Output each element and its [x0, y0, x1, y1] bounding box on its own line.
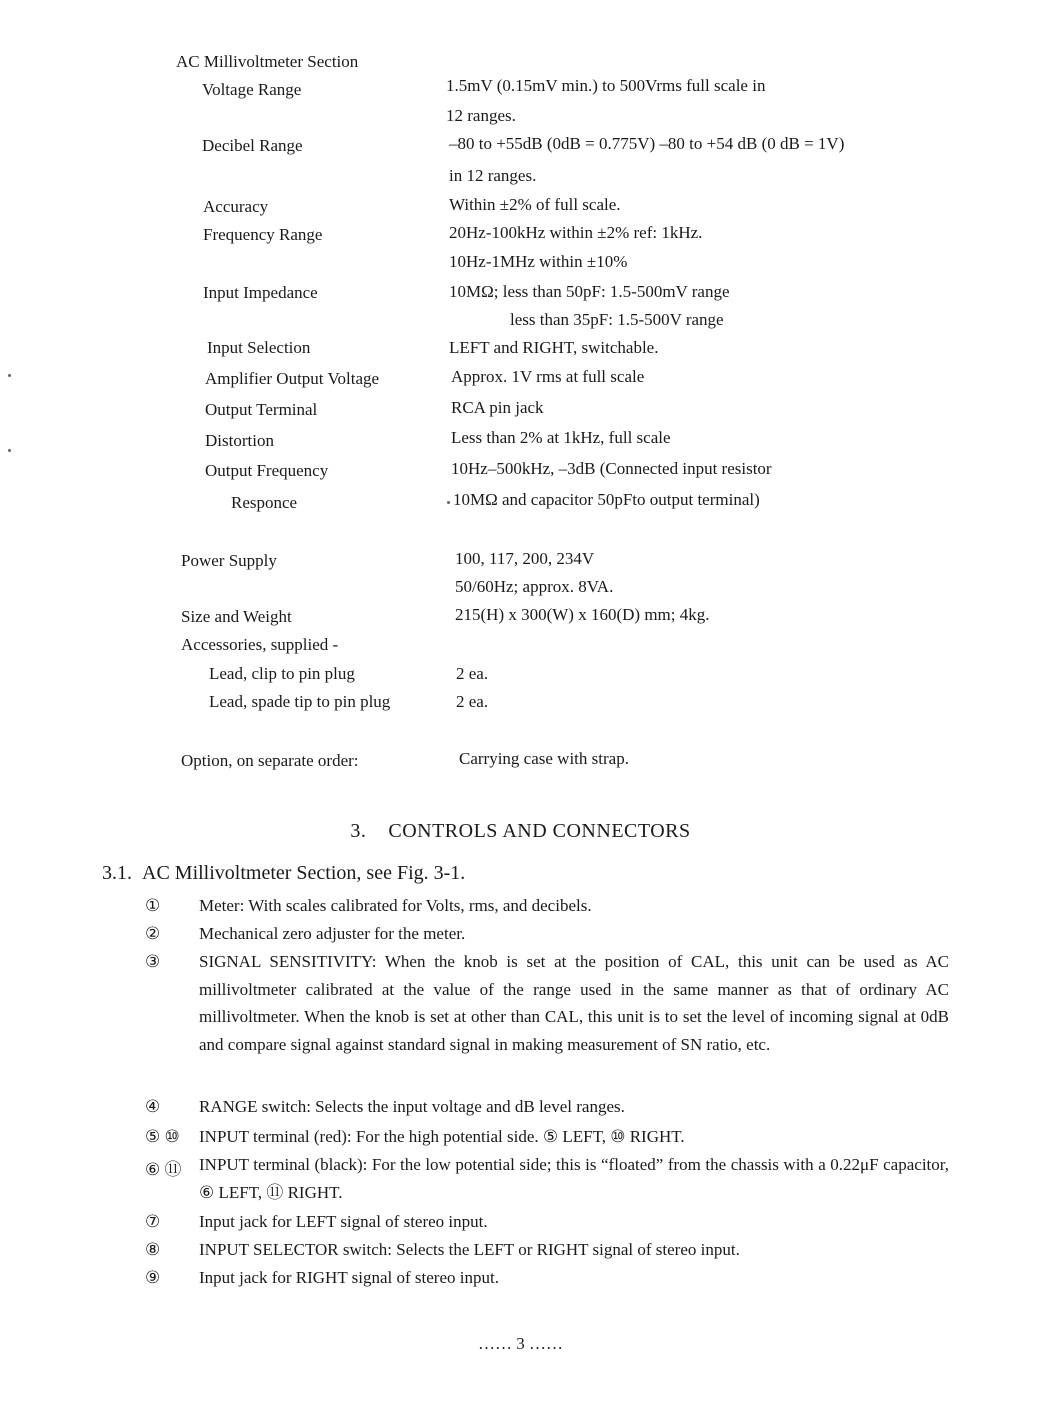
item-text: INPUT terminal (black): For the low potential side; this is “floated” from the chassis with a 0.22μF capacitor, ⑥ LEFT, ⑪ RIGHT. [199, 1155, 949, 1202]
spec-value: 10Hz–500kHz, –3dB (Connected input resistor [451, 459, 772, 478]
spec-label: Amplifier Output Voltage [205, 369, 380, 388]
subsection-title: AC Millivoltmeter Section, see Fig. 3-1. [142, 862, 466, 884]
section-title: CONTROLS AND CONNECTORS [388, 820, 691, 842]
spec-value: 12 ranges. [446, 106, 516, 125]
spec-value: 50/60Hz; approx. 8VA. [455, 577, 614, 596]
spec-label: Voltage Range [202, 80, 302, 99]
item-marker: ⑨ [145, 1268, 161, 1287]
subsection-heading [102, 862, 465, 885]
spec-label: Output Terminal [205, 400, 318, 419]
spec-value: less than 35pF: 1.5-500V range [510, 310, 724, 329]
spec-value: 2 ea. [456, 664, 489, 683]
spec-value: RCA pin jack [451, 398, 544, 417]
spec-section-label: AC Millivoltmeter Section [176, 52, 359, 71]
spec-value: LEFT and RIGHT, switchable. [449, 338, 659, 357]
item-text: Mechanical zero adjuster for the meter. [199, 924, 466, 943]
spec-label: Power Supply [181, 551, 277, 570]
spec-value: 20Hz-100kHz within ±2% ref: 1kHz. [449, 223, 703, 242]
spec-value: Approx. 1V rms at full scale [451, 367, 645, 386]
spec-value: in 12 ranges. [449, 166, 537, 185]
spec-value: 100, 117, 200, 234V [455, 549, 595, 568]
spec-label: Accessories, supplied - [181, 635, 339, 654]
section-heading [0, 820, 1041, 843]
spec-value: –80 to +55dB (0dB = 0.775V) –80 to +54 dB (0 dB = 1V) [449, 134, 845, 153]
spec-value: 215(H) x 300(W) x 160(D) mm; 4kg. [455, 605, 710, 624]
spec-value: 1.5mV (0.15mV min.) to 500Vrms full scale in [446, 76, 766, 95]
item-text: Meter: With scales calibrated for Volts, rms, and decibels. [199, 896, 592, 915]
spec-value: 10MΩ; less than 50pF: 1.5-500mV range [449, 282, 730, 301]
item-marker: ⑦ [145, 1212, 161, 1231]
subsection-number: 3.1. [102, 862, 132, 884]
item-marker: ② [145, 924, 161, 943]
item-text: SIGNAL SENSITIVITY: When the knob is set at the position of CAL, this unit can be used as AC millivoltmeter calibrated at the value of the range used in the same manner as that of ordinary AC millivoltmeter. When the knob is set at other than CAL, this unit is to set the level of incoming signal at 0dB and compare signal against standard signal in making measurement of SN ratio, etc. [199, 952, 949, 1054]
spec-label: Option, on separate order: [181, 751, 359, 770]
spec-value: 2 ea. [456, 692, 489, 711]
item-text: RANGE switch: Selects the input voltage and dB level ranges. [199, 1097, 625, 1116]
spec-value: 10MΩ and capacitor 50pFto output terminal) [453, 490, 760, 509]
item-text: Input jack for LEFT signal of stereo input. [199, 1212, 488, 1231]
spec-value: 10Hz-1MHz within ±10% [449, 252, 628, 271]
spec-label: Decibel Range [202, 136, 303, 155]
stray-dot [447, 501, 450, 504]
item-text: Input jack for RIGHT signal of stereo input. [199, 1268, 499, 1287]
spec-label: Distortion [205, 431, 274, 450]
item-text: INPUT SELECTOR switch: Selects the LEFT or RIGHT signal of stereo input. [199, 1240, 740, 1259]
spec-value: Within ±2% of full scale. [449, 195, 621, 214]
stray-dot [8, 449, 11, 452]
spec-label: Lead, clip to pin plug [209, 664, 355, 683]
item-text: INPUT terminal (red): For the high potential side. ⑤ LEFT, ⑩ RIGHT. [199, 1127, 685, 1146]
spec-label: Lead, spade tip to pin plug [209, 692, 391, 711]
item-marker: ④ [145, 1097, 161, 1116]
item-marker: ⑥ ⑪ [145, 1160, 182, 1179]
spec-label: Output Frequency [205, 461, 329, 480]
item-marker: ③ [145, 952, 161, 971]
item-marker: ⑧ [145, 1240, 161, 1259]
item-marker: ⑤ ⑩ [145, 1127, 180, 1146]
spec-value: Carrying case with strap. [459, 749, 629, 768]
spec-label: Size and Weight [181, 607, 292, 626]
spec-label: Input Selection [207, 338, 311, 357]
spec-label: Accuracy [203, 197, 269, 216]
page-number: …… 3 …… [478, 1334, 563, 1353]
section-number: 3. [350, 820, 367, 842]
spec-value: Less than 2% at 1kHz, full scale [451, 428, 671, 447]
stray-dot [8, 374, 11, 377]
spec-label: Frequency Range [203, 225, 323, 244]
spec-label: Responce [231, 493, 298, 512]
item-marker: ① [145, 896, 161, 915]
spec-label: Input Impedance [203, 283, 318, 302]
